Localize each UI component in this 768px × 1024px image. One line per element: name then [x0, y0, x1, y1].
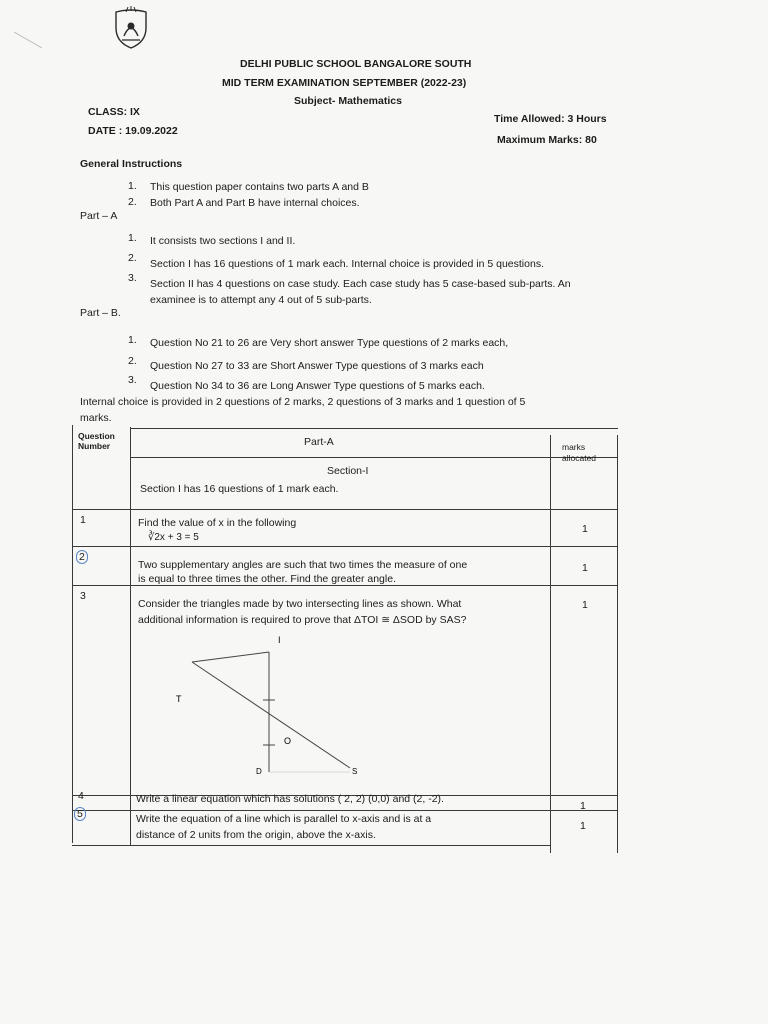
part-b-3-num: 3.	[128, 374, 137, 386]
q3-number: 3	[80, 590, 86, 602]
line-ti	[192, 652, 269, 662]
date-label: DATE : 19.09.2022	[88, 125, 178, 137]
corner-scribble	[12, 30, 46, 50]
general-1-num: 1.	[128, 180, 137, 192]
label-s: S	[352, 767, 358, 776]
part-a-2-text: Section I has 16 questions of 1 mark each. Internal choice is provided in 5 questions.	[150, 258, 544, 270]
class-label: CLASS: IX	[88, 106, 140, 118]
q4-number: 4	[78, 790, 84, 802]
part-a-3-continued: examinee is to attempt any 4 out of 5 sub-parts.	[150, 294, 372, 306]
subject: Subject- Mathematics	[294, 95, 402, 107]
label-d: D	[256, 767, 262, 776]
q2-marks: 1	[582, 562, 588, 574]
label-t: T	[176, 694, 182, 704]
school-logo	[110, 6, 152, 50]
col-marks-line-1: marks	[562, 442, 586, 452]
section-description: Section I has 16 questions of 1 mark each.	[140, 483, 339, 495]
q1-equation: ∛2x + 3 = 5	[148, 532, 199, 543]
q3-text-line-2: additional information is required to prove that ΔTOI ≅ ΔSOD by SAS?	[138, 614, 467, 626]
q1-number: 1	[80, 514, 86, 526]
part-b-1-num: 1.	[128, 334, 137, 346]
section-title: Section-I	[327, 465, 369, 477]
part-b-1-text: Question No 21 to 26 are Very short answer Type questions of 2 marks each,	[150, 337, 509, 349]
internal-choice-line-1: Internal choice is provided in 2 questions of 2 marks, 2 questions of 3 marks and 1 question of 5	[80, 396, 526, 408]
col-part-a: Part-A	[304, 436, 334, 448]
part-b-2-num: 2.	[128, 355, 137, 367]
part-a-1-num: 1.	[128, 232, 137, 244]
part-a-3-text: Section II has 4 questions on case study. Each case study has 5 case-based sub-parts. An	[150, 278, 571, 290]
q5-text-line-2: distance of 2 units from the origin, above the x-axis.	[136, 829, 376, 841]
internal-choice-line-2: marks.	[80, 412, 112, 424]
maximum-marks: Maximum Marks: 80	[497, 134, 597, 146]
part-a-1-text: It consists two sections I and II.	[150, 235, 296, 247]
school-name: DELHI PUBLIC SCHOOL BANGALORE SOUTH	[240, 58, 472, 70]
general-2-num: 2.	[128, 196, 137, 208]
general-2-text: Both Part A and Part B have internal choices.	[150, 197, 360, 209]
question-table	[72, 425, 618, 853]
q2-number: 2	[76, 550, 88, 564]
q3-marks: 1	[582, 599, 588, 611]
general-1-text: This question paper contains two parts A and B	[150, 181, 369, 193]
part-a-2-num: 2.	[128, 252, 137, 264]
q4-marks: 1	[580, 800, 586, 812]
q1-marks: 1	[582, 523, 588, 535]
part-b-3-text: Question No 34 to 36 are Long Answer Type questions of 5 marks each.	[150, 380, 485, 392]
q2-text-line-1: Two supplementary angles are such that two times the measure of one	[138, 559, 468, 571]
instructions-heading: General Instructions	[80, 158, 183, 170]
intersecting-lines-figure	[162, 630, 382, 780]
time-allowed: Time Allowed: 3 Hours	[494, 113, 607, 125]
part-b-label: Part – B.	[80, 307, 121, 319]
part-a-3-num: 3.	[128, 272, 137, 284]
q2-text-line-2: is equal to three times the other. Find the greater angle.	[138, 573, 396, 585]
label-o: O	[284, 736, 292, 746]
line-ts	[192, 662, 350, 768]
col-marks-line-2: allocated	[562, 453, 597, 463]
label-i: I	[278, 635, 281, 645]
q5-number: 5	[74, 807, 86, 821]
q3-text-line-1: Consider the triangles made by two intersecting lines as shown. What	[138, 598, 462, 610]
part-a-label: Part – A	[80, 210, 118, 222]
col-question-number-line-2: Number	[78, 441, 111, 451]
col-question-number-line-1: Question	[78, 431, 115, 441]
q5-marks: 1	[580, 820, 586, 832]
part-b-2-text: Question No 27 to 33 are Short Answer Type questions of 3 marks each	[150, 360, 484, 372]
exam-title: MID TERM EXAMINATION SEPTEMBER (2022-23)	[222, 77, 467, 89]
q4-text: Write a linear equation which has solutions ( 2, 2) (0,0) and (2, -2).	[136, 793, 444, 805]
q5-text-line-1: Write the equation of a line which is parallel to x-axis and is at a	[136, 813, 432, 825]
q1-text-line-1: Find the value of x in the following	[138, 517, 297, 529]
